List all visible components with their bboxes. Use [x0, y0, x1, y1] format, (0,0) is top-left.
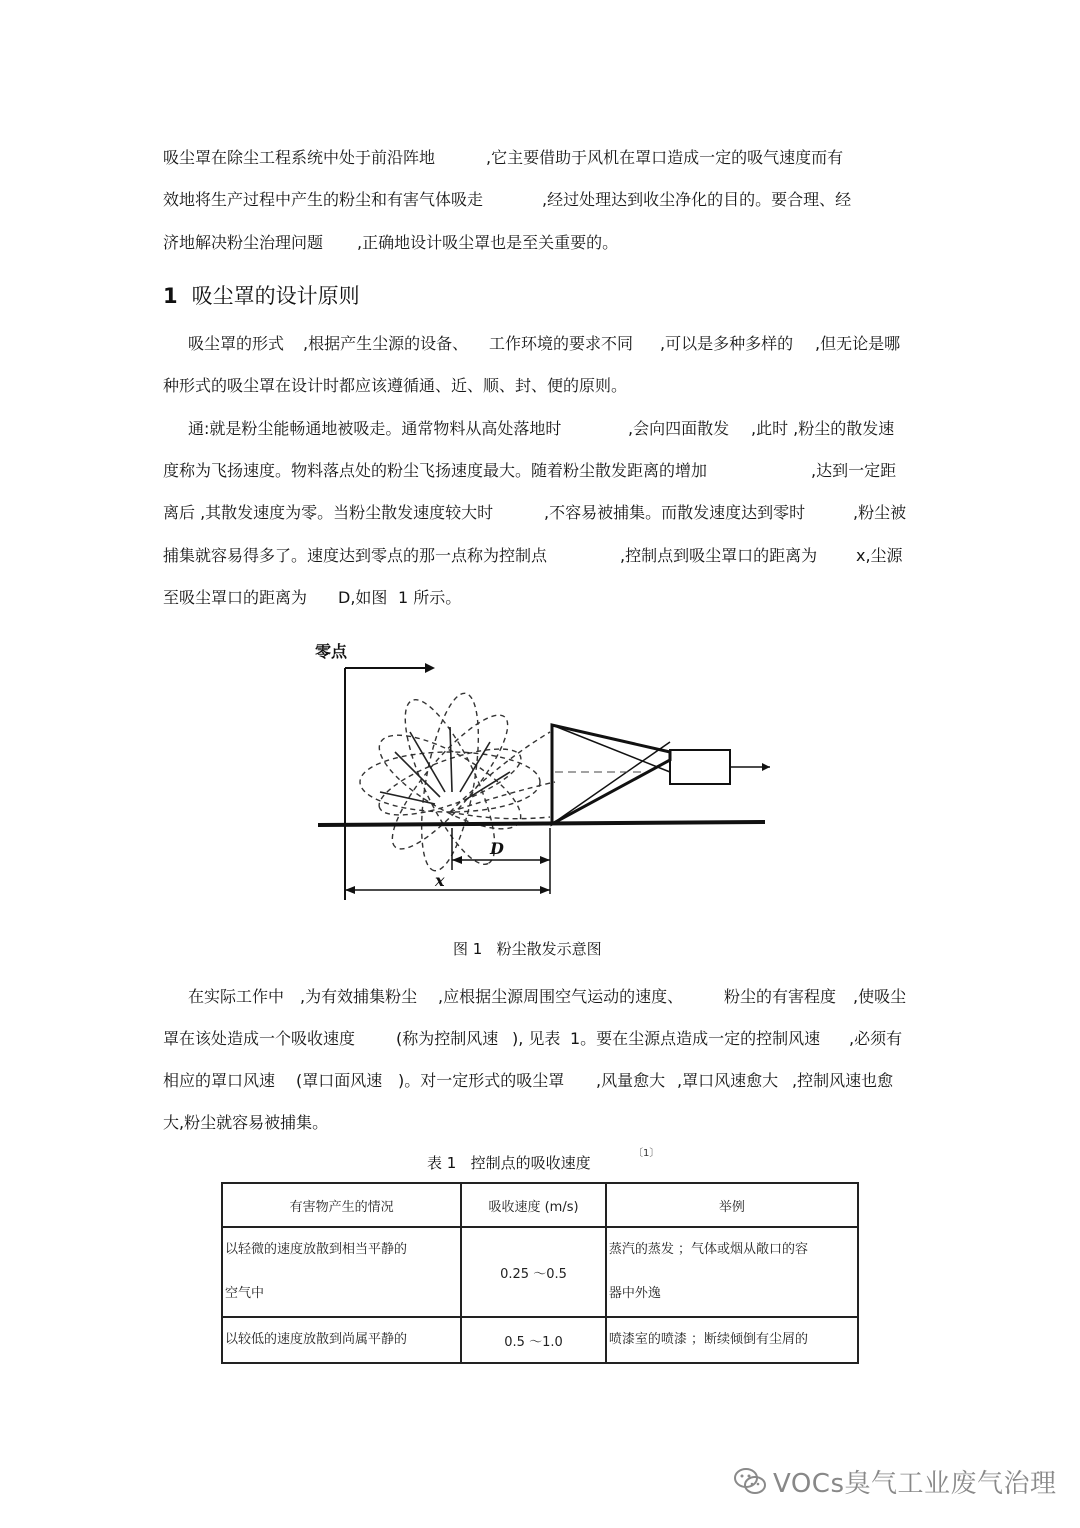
- watermark-text: VOCs臭气工业废气治理: [773, 1468, 1057, 1499]
- cell-line: 器中外逸: [608, 1286, 661, 1301]
- cell-line: 蒸汽的蒸发 ；气体或烟从敞口的容: [608, 1242, 808, 1257]
- para-text: ,控制风速也愈: [792, 1071, 894, 1090]
- para-text: ,不容易被捕集。而散发速度达到零时: [544, 503, 806, 522]
- figure-caption: 图 1 粉尘散发示意图: [453, 940, 602, 958]
- dim-D-arrow: [452, 856, 462, 864]
- para-text: ,可以是多种多样的: [660, 334, 794, 353]
- absorption-speed-table: [221, 1182, 859, 1364]
- para-text: ,会向四面散发: [628, 419, 730, 438]
- para-text: 1。要在尘源点造成一定的控制风速: [570, 1029, 821, 1048]
- para-text: ,控制点到吸尘罩口的距离为: [620, 546, 818, 565]
- intro-text: 济地解决粉尘治理问题: [163, 233, 324, 252]
- dim-x-arrow: [345, 886, 355, 894]
- cell-line: 空气中: [225, 1286, 265, 1301]
- intro-text: 效地将生产过程中产生的粉尘和有害气体吸走: [163, 190, 484, 209]
- para-text: ,此时 ,粉尘的散发速: [751, 419, 895, 438]
- para1-line-2: [0, 373, 628, 411]
- para-text: (称为控制风速: [396, 1029, 499, 1048]
- wechat-icon: [733, 1466, 767, 1496]
- section-title: 吸尘罩的设计原则: [191, 284, 360, 308]
- dim-x-label: x: [435, 871, 445, 890]
- para-text: 吸尘罩的形式: [188, 334, 285, 353]
- table-header: 吸收速度 (m/s): [461, 1183, 606, 1227]
- section-heading: [163, 280, 360, 310]
- para-text: 种形式的吸尘罩在设计时都应该遵循通、近、顺、封、便的原则。: [163, 376, 628, 395]
- table-header: 有害物产生的情况: [222, 1183, 461, 1227]
- cell-line: 以较低的速度放散到尚属平静的: [225, 1332, 408, 1347]
- para3-line-4: [0, 1110, 329, 1148]
- table-cell-situation: [222, 1227, 461, 1317]
- para-text: ,罩口风速愈大: [677, 1071, 779, 1090]
- cell-line: 喷漆室的喷漆 ；断续倾倒有尘屑的: [608, 1332, 808, 1347]
- para-text: (罩口面风速: [296, 1071, 383, 1090]
- para-text: 通:就是粉尘能畅通地被吸走。通常物料从高处落地时: [188, 419, 562, 438]
- table-cell-speed: 0.5 ～1.0: [461, 1317, 606, 1363]
- intro-text: ,它主要借助于风机在罩口造成一定的吸气速度而有: [486, 148, 844, 167]
- table-reference: 〔1〕: [633, 1148, 660, 1159]
- duct: [670, 750, 730, 784]
- para-text: )。对一定形式的吸尘罩: [398, 1071, 565, 1090]
- para-text: 工作环境的要求不同: [489, 334, 634, 353]
- para-text: ,风量愈大: [596, 1071, 666, 1090]
- para-text: 度称为飞扬速度。物料落点处的粉尘飞扬速度最大。随着粉尘散发距离的增加: [163, 461, 708, 480]
- para-text: ,根据产生尘源的设备、: [303, 334, 469, 353]
- para-text: x,尘源: [856, 546, 903, 565]
- para-text: 捕集就容易得多了。速度达到零点的那一点称为控制点: [163, 546, 548, 565]
- para-text: ,应根据尘源周围空气运动的速度、: [438, 987, 684, 1006]
- table-cell-speed: 0.25 ～0.5: [461, 1227, 606, 1317]
- para-text: 罩在该处造成一个吸收速度: [163, 1029, 356, 1048]
- table-cell-example: [606, 1317, 858, 1363]
- para-text: 大,粉尘就容易被捕集。: [163, 1113, 329, 1132]
- table-header: 举例: [606, 1183, 858, 1227]
- zero-point-label: 零点: [315, 642, 348, 661]
- para-text: ,必须有: [849, 1029, 903, 1048]
- outflow-arrow-head: [762, 763, 770, 771]
- table-cell-example: [606, 1227, 858, 1317]
- hood-body: [552, 725, 670, 824]
- para-text: 离后 ,其散发速度为零。当粉尘散发速度较大时: [163, 503, 494, 522]
- cell-line: 以轻微的速度放散到相当平静的: [225, 1242, 408, 1257]
- table-row: [222, 1227, 858, 1317]
- intro-text: ,经过处理达到收尘净化的目的。要合理、经: [542, 190, 852, 209]
- intro-line-3: [0, 230, 619, 287]
- dim-D-label: D: [490, 839, 504, 858]
- dim-x-arrow: [540, 886, 550, 894]
- table-row: [222, 1317, 858, 1363]
- table-header-row: [222, 1183, 858, 1227]
- section-number: 1: [163, 284, 178, 308]
- watermark: [733, 1463, 1057, 1499]
- ground-line: [318, 822, 765, 825]
- para-text: ), 见表: [512, 1029, 561, 1048]
- hood-inner-line: [552, 742, 670, 824]
- inflow-arrows: [380, 727, 510, 804]
- para-text: 在实际工作中: [188, 987, 285, 1006]
- intro-text: ,正确地设计吸尘罩也是至关重要的。: [357, 233, 619, 252]
- intro-text: 吸尘罩在除尘工程系统中处于前沿阵地: [163, 148, 436, 167]
- dim-D-arrow: [540, 856, 550, 864]
- dispersion-lobes: [360, 689, 555, 875]
- para-text: D,如图: [338, 588, 388, 607]
- dust-dispersion-diagram: [300, 632, 770, 908]
- para-text: 相应的罩口风速: [163, 1071, 276, 1090]
- para-text: 粉尘的有害程度: [724, 987, 837, 1006]
- zero-arrow-head: [425, 663, 435, 673]
- para-text: ,使吸尘: [853, 987, 907, 1006]
- para-text: ,但无论是哪: [815, 334, 901, 353]
- para-text: ,达到一定距: [811, 461, 897, 480]
- para-text: ,为有效捕集粉尘: [300, 987, 418, 1006]
- table-caption: 表 1 控制点的吸收速度: [427, 1154, 591, 1172]
- para-text: 1 所示。: [398, 588, 462, 607]
- table-cell-situation: [222, 1317, 461, 1363]
- para-text: 至吸尘罩口的距离为: [163, 588, 308, 607]
- para-text: ,粉尘被: [853, 503, 907, 522]
